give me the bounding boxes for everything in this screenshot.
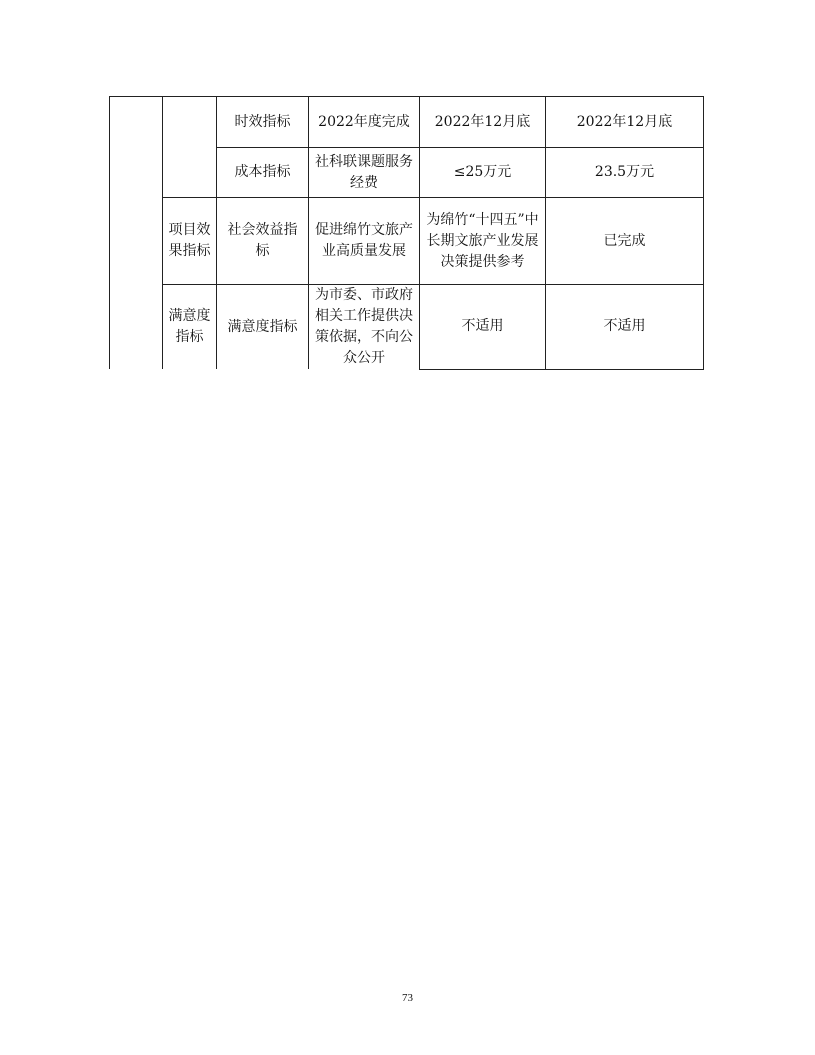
target-value-cell: 2022年12月底 bbox=[420, 97, 546, 148]
level2-indicator-cell: 项目效果指标 bbox=[163, 198, 217, 285]
performance-indicator-table bbox=[109, 96, 704, 370]
level3-indicator-cell: 满意度指标 bbox=[217, 285, 309, 370]
level2-indicator-cell: 满意度指标 bbox=[163, 285, 217, 370]
level3-indicator-cell: 社会效益指标 bbox=[217, 198, 309, 285]
actual-value-cell: 23.5万元 bbox=[546, 148, 704, 198]
level3-indicator-cell: 时效指标 bbox=[217, 97, 309, 148]
target-value-cell: 不适用 bbox=[420, 285, 546, 370]
target-value-cell: 为绵竹“十四五”中长期文旅产业发展决策提供参考 bbox=[420, 198, 546, 285]
actual-value-cell: 已完成 bbox=[546, 198, 704, 285]
indicator-content-cell: 2022年度完成 bbox=[309, 97, 420, 148]
page-number: 73 bbox=[402, 992, 413, 1004]
indicator-content-cell: 社科联课题服务经费 bbox=[309, 148, 420, 198]
target-value-cell: ≤25万元 bbox=[420, 148, 546, 198]
table-row bbox=[110, 198, 704, 285]
level3-indicator-cell: 成本指标 bbox=[217, 148, 309, 198]
indicator-content-cell: 为市委、市政府相关工作提供决策依据，不向公众公开 bbox=[309, 285, 420, 370]
actual-value-cell: 不适用 bbox=[546, 285, 704, 370]
table-row bbox=[110, 285, 704, 370]
table-row bbox=[110, 97, 704, 148]
level2-indicator-cell bbox=[163, 97, 217, 198]
indicator-content-cell: 促进绵竹文旅产业高质量发展 bbox=[309, 198, 420, 285]
actual-value-cell: 2022年12月底 bbox=[546, 97, 704, 148]
level1-indicator-cell bbox=[110, 97, 163, 370]
